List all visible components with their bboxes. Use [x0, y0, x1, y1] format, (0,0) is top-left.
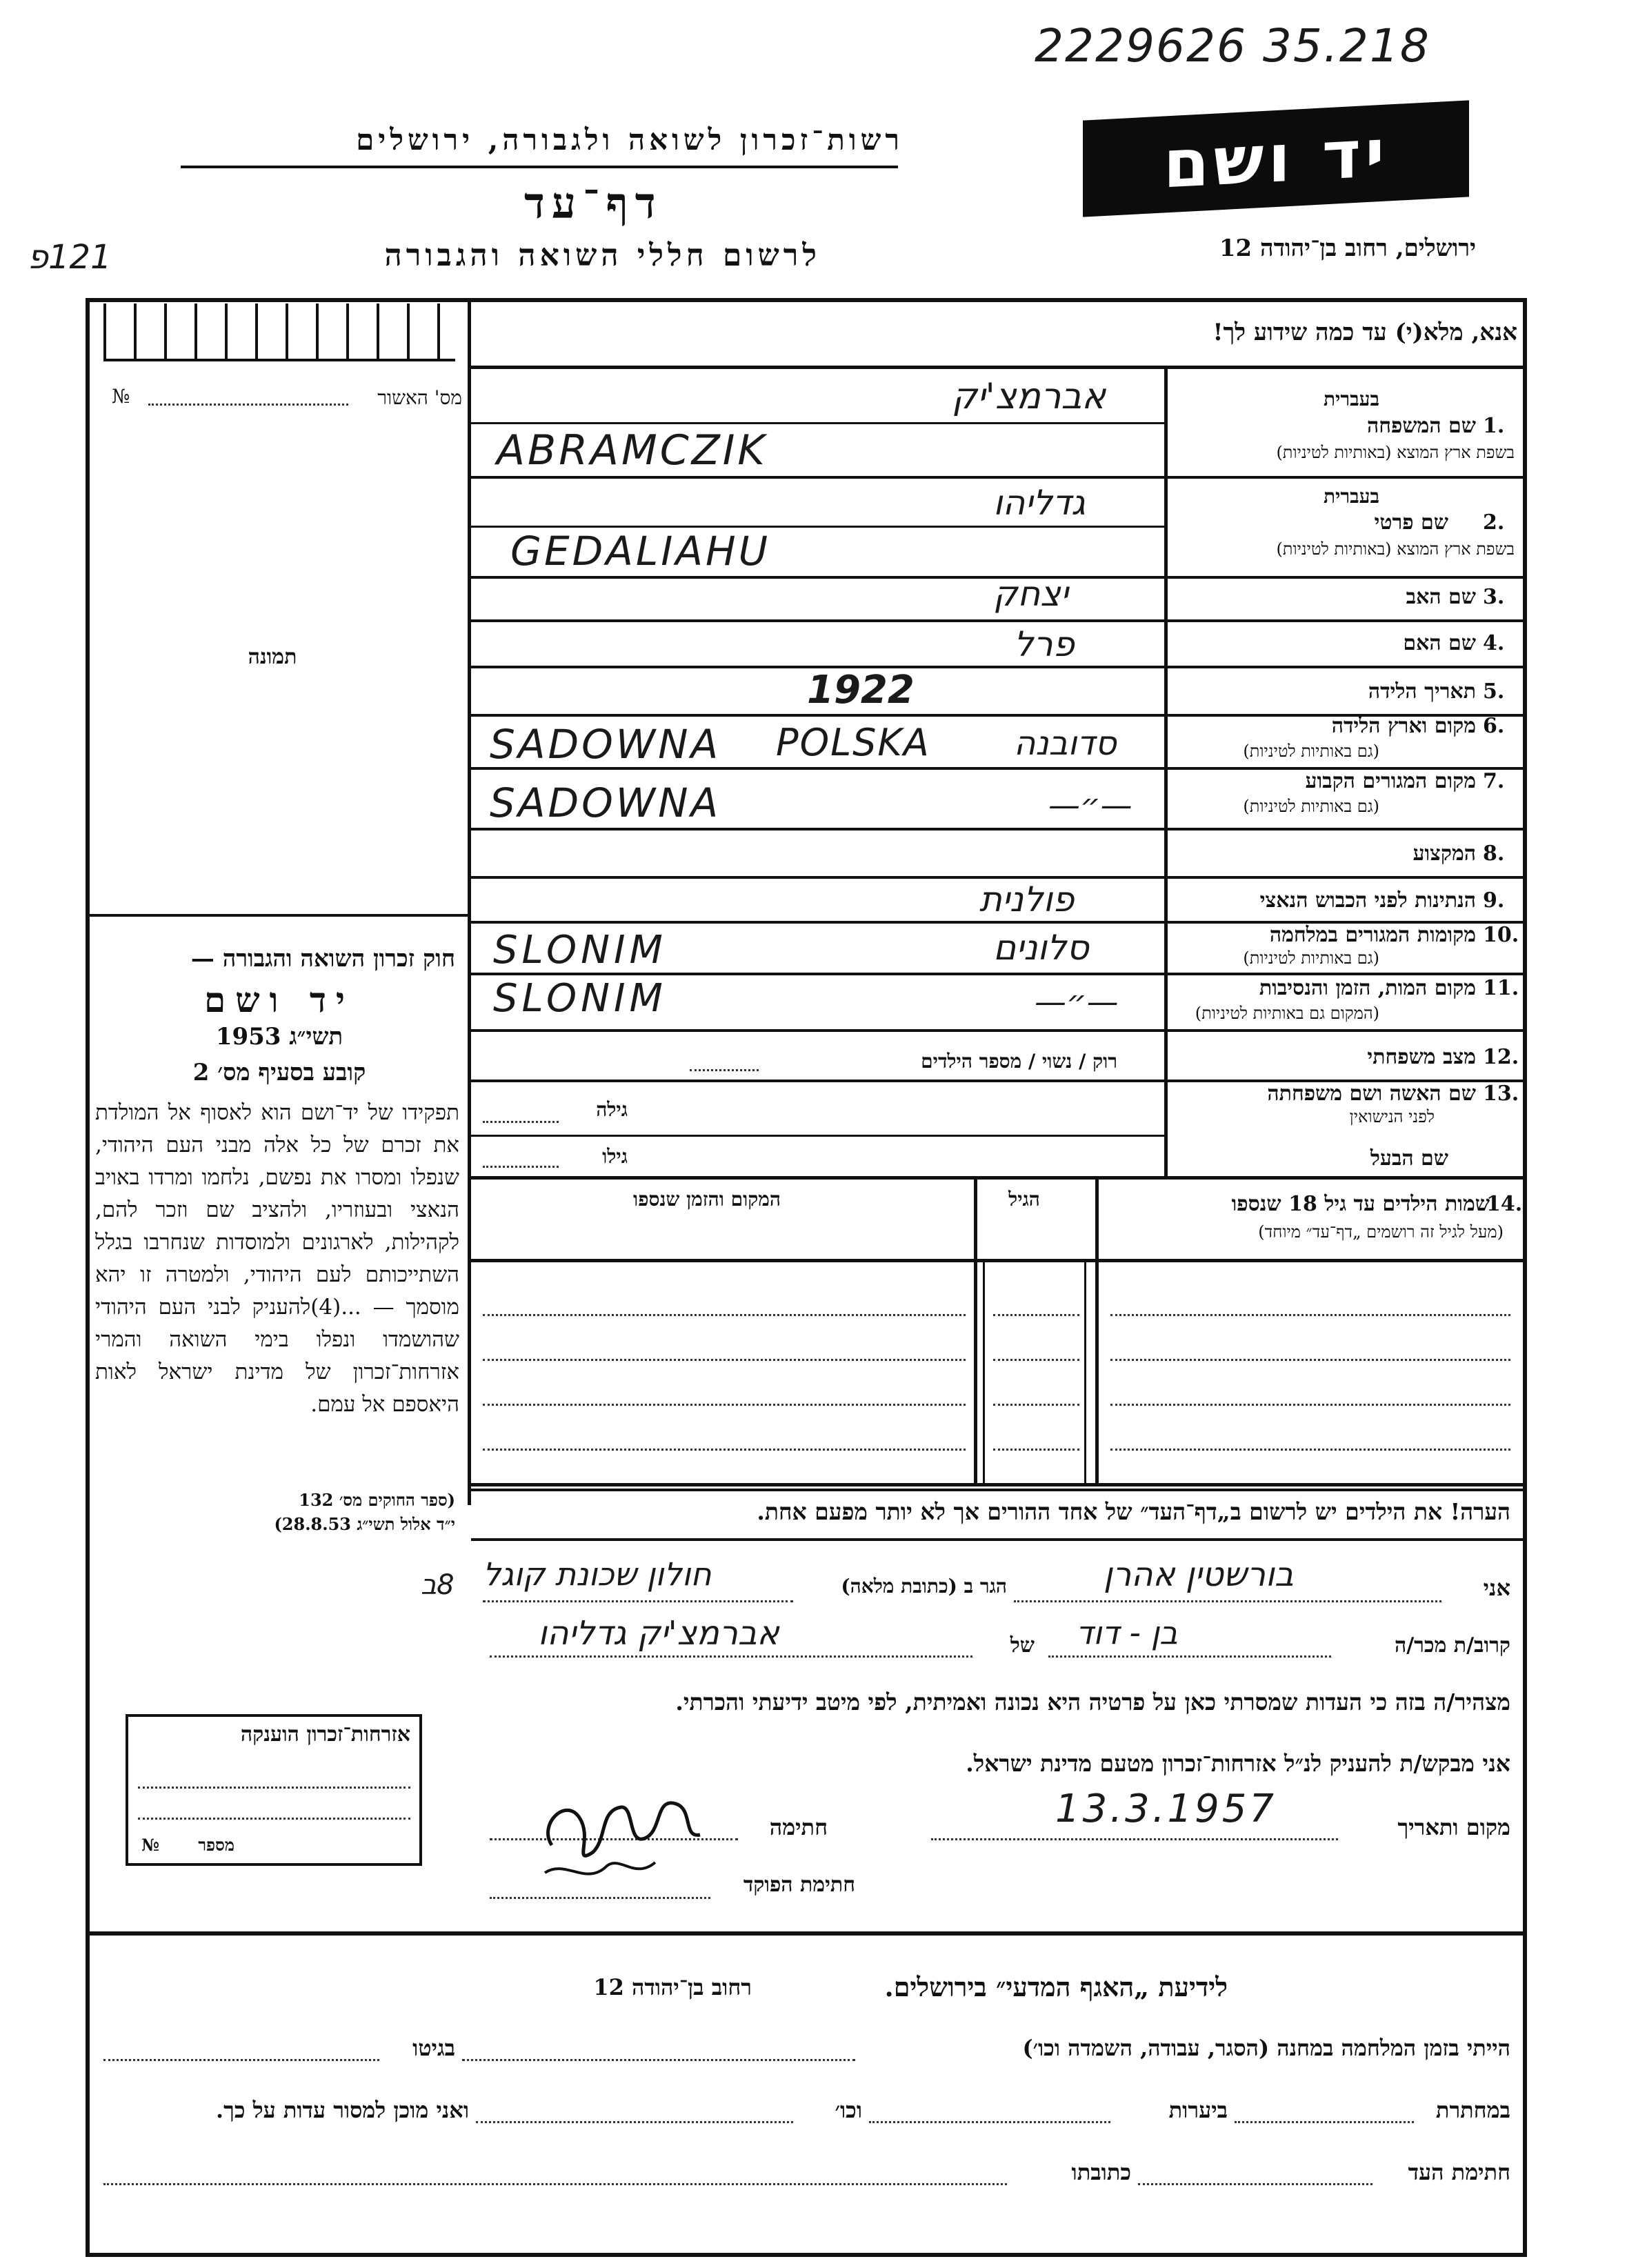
decl-lives-label: הגר ב (כתובת מלאה)	[841, 1575, 1007, 1598]
photo-area-bottom	[90, 914, 469, 917]
children-col-div1	[974, 1180, 977, 1483]
footer-underground-line[interactable]	[1235, 2121, 1414, 2123]
decl-officer-label: חתימת הפוקד	[743, 1873, 855, 1897]
f6-value-he[interactable]: סדובנה	[1014, 724, 1117, 763]
f1-label: שם המשפחה	[1366, 414, 1476, 438]
f4-value[interactable]: פרל	[1014, 624, 1075, 664]
decl-witness-address[interactable]: חולון שכונת קוגל	[483, 1555, 712, 1593]
footer-ghetto-line[interactable]	[103, 2059, 379, 2061]
footer-address: רחוב בן־יהודה 12	[593, 1974, 752, 2000]
note-top	[471, 1489, 1523, 1491]
approval-no-sign: №	[112, 385, 130, 408]
f1-num: 1.	[1483, 414, 1505, 438]
f6-value-country[interactable]: POLSKA	[776, 721, 930, 764]
footer-line1-b: בגיטו	[412, 2035, 455, 2061]
footer-line2-d: ואני מוכן למסור עדות על כך.	[215, 2097, 469, 2123]
decl-place-date-line[interactable]	[931, 1838, 1338, 1840]
authority-underline	[181, 166, 898, 168]
children-col-div2	[1095, 1180, 1099, 1483]
f3-label: שם האב	[1406, 585, 1476, 609]
citizenship-title: אזרחות־זכרון הוענקה	[240, 1722, 410, 1747]
f6-num: 6.	[1483, 714, 1505, 738]
decl-relation-label: קרוב/ת מכר/ה	[1394, 1633, 1510, 1658]
f6-sub: (גם באותיות לטיניות)	[1243, 742, 1379, 761]
f2-lang: בעברית	[1323, 485, 1379, 508]
footer-title: לידיעת „האגף המדעי״ בירושלים.	[884, 1971, 1228, 2002]
footer-line3-a: חתימת העד	[1408, 2159, 1510, 2185]
f1-value-lat[interactable]: ABRAMCZIK	[497, 426, 768, 475]
f2-value-lat[interactable]: GEDALIAHU	[510, 528, 771, 575]
f13-row-bottom	[471, 1135, 1164, 1137]
f2-label: שם פרטי	[1374, 510, 1448, 535]
f6-label: מקום וארץ הלידה	[1331, 714, 1476, 738]
children-table-bottom	[471, 1483, 1523, 1486]
citizenship-line-2[interactable]	[138, 1818, 410, 1820]
law-clause: קובע בסעיף מס׳ 2	[192, 1059, 366, 1086]
f10-num: 10.	[1483, 923, 1519, 947]
f13-num: 13.	[1483, 1082, 1519, 1106]
law-ref2: י״ד אלול תשי״ג 28.8.53)	[274, 1514, 455, 1534]
note-bottom	[471, 1538, 1523, 1541]
f1-value-he[interactable]: אברמצ'יק	[952, 376, 1106, 417]
f8-num: 8.	[1483, 842, 1505, 866]
child-name-3[interactable]	[1110, 1404, 1510, 1406]
f13-sub: לפני הנישואין	[1349, 1107, 1435, 1126]
husband-age-line[interactable]	[483, 1166, 559, 1168]
f13-age-line[interactable]	[483, 1121, 559, 1123]
f11-value-lat[interactable]: SLONIM	[493, 976, 667, 1021]
f7-num: 7.	[1483, 769, 1505, 793]
f2-value-he[interactable]: גדליהו	[993, 483, 1086, 523]
f7-label: מקום המגורים הקבוע	[1305, 769, 1476, 793]
left-column-divider	[468, 298, 471, 1505]
decl-signature-label: חתימה	[769, 1814, 828, 1840]
form-title: דף־עד	[524, 178, 663, 228]
children-label: שמות הילדים עד גיל 18 שנספו	[1231, 1192, 1490, 1216]
instruction: אנא, מלא(י) עד כמה שידוע לך!	[1212, 319, 1517, 346]
footer-line2-c: וכו׳	[835, 2097, 862, 2123]
f1-sub: בשפת ארץ המוצא (באותיות לטיניות)	[1276, 443, 1515, 462]
f7-value-he[interactable]: —״—	[1048, 786, 1132, 824]
footer-witness-sign-line[interactable]	[1138, 2183, 1373, 2185]
approval-ticks-base	[103, 359, 455, 361]
witness-signature-image	[524, 1769, 717, 1893]
footer-etc-line[interactable]	[476, 2121, 793, 2123]
logo-text: יד ושם	[1163, 114, 1389, 203]
f11-label: מקום המות, הזמן והנסיבות	[1259, 976, 1476, 1000]
footer-separator	[86, 1931, 1527, 1936]
f5-value[interactable]: 1922	[807, 668, 915, 713]
f1-he-line	[471, 422, 1164, 424]
decl-date-value[interactable]: 13.3.1957	[1055, 1787, 1277, 1831]
footer-witness-address-line[interactable]	[103, 2183, 1007, 2185]
f11-row-bottom	[471, 1029, 1523, 1032]
children-num: 14.	[1486, 1192, 1523, 1216]
husband-label: שם הבעל	[1370, 1146, 1448, 1171]
f1-lang: בעברית	[1323, 388, 1379, 410]
f10-label: מקומות המגורים במלחמה	[1269, 923, 1476, 947]
citizenship-no-sign: №	[141, 1835, 160, 1855]
authority-name: רשות־זכרון לשואה ולגבורה, ירושלים	[356, 123, 904, 157]
f10-value-he[interactable]: סלונים	[993, 928, 1089, 968]
footer-line2-b: ביערות	[1168, 2097, 1228, 2123]
child-age-2[interactable]	[993, 1359, 1079, 1361]
f7-sub: (גם באותיות לטיניות)	[1243, 797, 1379, 816]
law-title: חוק זכרון השואה והגבורה —	[190, 945, 455, 973]
f13-label: שם האשה ושם משפחתה	[1267, 1082, 1476, 1106]
child-name-1[interactable]	[1110, 1314, 1510, 1316]
decl-relation-line[interactable]	[1048, 1655, 1331, 1658]
f12-num: 12.	[1483, 1045, 1519, 1069]
f8-row-bottom	[471, 876, 1523, 879]
f4-label: שם האם	[1403, 631, 1476, 655]
f5-label: תאריך הלידה	[1368, 679, 1476, 704]
f7-row-bottom	[471, 828, 1523, 830]
law-ref1: (ספר החוקים מס׳ 132	[299, 1490, 455, 1510]
f10-sub: (גם באותיות לטיניות)	[1243, 948, 1379, 968]
law-name: יד ושם	[204, 979, 355, 1020]
f10-row-bottom	[471, 973, 1523, 975]
archive-number: 2229626 35.218	[1035, 19, 1430, 72]
footer-line1-a: הייתי בזמן המלחמה במחנה (הסגר, עבודה, השמדה וכו׳)	[1022, 2035, 1510, 2061]
f11-value-he[interactable]: —״—	[1035, 983, 1119, 1020]
child-row-1[interactable]	[483, 1314, 966, 1316]
children-header-bottom	[471, 1259, 1523, 1262]
decl-relation-value[interactable]: בן - דוד	[1076, 1614, 1178, 1651]
f2-num: 2.	[1483, 510, 1505, 535]
header-address: ירושלים, רחוב בן־יהודה 12	[1219, 235, 1476, 262]
decl-officer-line[interactable]	[490, 1897, 710, 1899]
children-col-place: המקום והזמן שנספו	[633, 1188, 781, 1211]
footer-forests-line[interactable]	[869, 2121, 1110, 2123]
f9-label: הנתינות לפני הכבוש הנאצי	[1259, 888, 1476, 913]
f7-value-lat[interactable]: SADOWNA	[490, 779, 721, 826]
f6-value-lat[interactable]: SADOWNA	[490, 721, 721, 768]
children-sub: (מעל לגיל זה רושמים „דף־עד״ מיוחד)	[1258, 1222, 1504, 1242]
f10-value-lat[interactable]: SLONIM	[493, 928, 667, 973]
children-col-div2b	[1084, 1262, 1086, 1483]
children-col-div1b	[983, 1262, 985, 1483]
f1-row-bottom	[471, 476, 1523, 479]
f5-num: 5.	[1483, 679, 1505, 704]
f12-options: רוק / נשוי / מספר הילדים	[921, 1050, 1117, 1073]
f8-label: המקצוע	[1413, 842, 1476, 866]
f11-sub: (המקום גם באותיות לטיניות)	[1195, 1004, 1379, 1023]
yad-vashem-logo	[1083, 100, 1469, 217]
footer-line3-b: כתובתו	[1071, 2159, 1131, 2185]
f4-num: 4.	[1483, 631, 1505, 655]
child-name-2[interactable]	[1110, 1359, 1510, 1361]
child-row-4[interactable]	[483, 1449, 966, 1451]
child-row-3[interactable]	[483, 1404, 966, 1406]
f11-num: 11.	[1483, 976, 1519, 1000]
form-subtitle: לרשום חללי השואה והגבורה	[384, 238, 821, 273]
law-year: תשי״ג 1953	[215, 1023, 343, 1051]
husband-age-label: גילו	[602, 1145, 628, 1168]
f12-children-count-line[interactable]	[690, 1069, 759, 1071]
f12-label: מצב משפחתי	[1367, 1045, 1476, 1069]
f13-age-label: גילה	[596, 1098, 628, 1121]
decl-of-value[interactable]: אברמצ'יק גדליהו	[538, 1614, 779, 1653]
decl-i-label: אני	[1483, 1575, 1510, 1601]
decl-place-date-label: מקום ותאריך	[1397, 1814, 1510, 1840]
decl-of-line[interactable]	[490, 1655, 972, 1658]
decl-request: אני מבקש/ת להעניק לנ״ל אזרחות־זכרון מטעם מדינת ישראל.	[966, 1750, 1510, 1777]
decl-witness-name[interactable]: בורשטין אהרן	[1104, 1555, 1294, 1594]
child-row-2[interactable]	[483, 1359, 966, 1361]
f9-value[interactable]: פולנית	[979, 879, 1075, 919]
f3-num: 3.	[1483, 585, 1505, 609]
f4-row-bottom	[471, 666, 1523, 668]
approval-number-line[interactable]	[148, 404, 348, 406]
law-body: תפקידו של יד־ושם הוא לאסוף אל המולדת את זכרם של כל אלה מבני העם היהודי, שנפלו ומסרו את נפשם, נלחמו ומרדו באויב הנאצי ובעוזריו, ולהציב שם וזכר להם, לקהילות, לארגונים ולמוסדות שנחרבו בגלל השתייכותם לעם היהודי, ולמטרה זו יהא מוסמך — ...(4)להעניק לבני העם היהודי שהושמדו ונפלו בימי השואה והמרי אזרחות־זכרון של מדינת ישראל לאות היאספם אל עמם.	[95, 1100, 459, 1417]
footer-camp-line[interactable]	[462, 2059, 855, 2061]
f9-num: 9.	[1483, 888, 1505, 913]
label-column-divider	[1164, 366, 1168, 1176]
f13b-row-bottom	[471, 1176, 1523, 1180]
decl-name-line[interactable]	[1014, 1600, 1441, 1602]
children-col-age: הגיל	[1008, 1188, 1040, 1211]
photo-label: תמונה	[248, 645, 297, 669]
approval-ticks	[103, 304, 455, 359]
approval-label: מס' האשור	[377, 386, 462, 409]
child-age-3[interactable]	[993, 1404, 1079, 1406]
citizenship-number-label: מספר	[198, 1835, 234, 1855]
f2-sub: בשפת ארץ המוצא (באותיות לטיניות)	[1276, 539, 1515, 559]
f3-value[interactable]: יצחק	[993, 574, 1068, 614]
instruction-row-bottom	[471, 366, 1523, 369]
decl-address-extra: 8ב	[421, 1569, 455, 1601]
f3-row-bottom	[471, 619, 1523, 622]
citizenship-line-1[interactable]	[138, 1787, 410, 1789]
decl-of-label: של	[1010, 1633, 1035, 1658]
note: הערה! את הילדים יש לרשום ב„דף־העד״ של אחד ההורים אך לא יותר מפעם אחת.	[757, 1498, 1510, 1525]
side-note: 121פ	[28, 238, 112, 277]
child-age-4[interactable]	[993, 1449, 1079, 1451]
footer-line2-a: במחתרת	[1435, 2097, 1510, 2123]
child-age-1[interactable]	[993, 1314, 1079, 1316]
decl-statement: מצהיר/ה בזה כי העדות שמסרתי כאן על פרטיה היא נכונה ואמיתית, לפי מיטב ידיעתי והכרתי.	[675, 1689, 1510, 1715]
decl-address-line[interactable]	[483, 1600, 793, 1602]
child-name-4[interactable]	[1110, 1449, 1510, 1451]
